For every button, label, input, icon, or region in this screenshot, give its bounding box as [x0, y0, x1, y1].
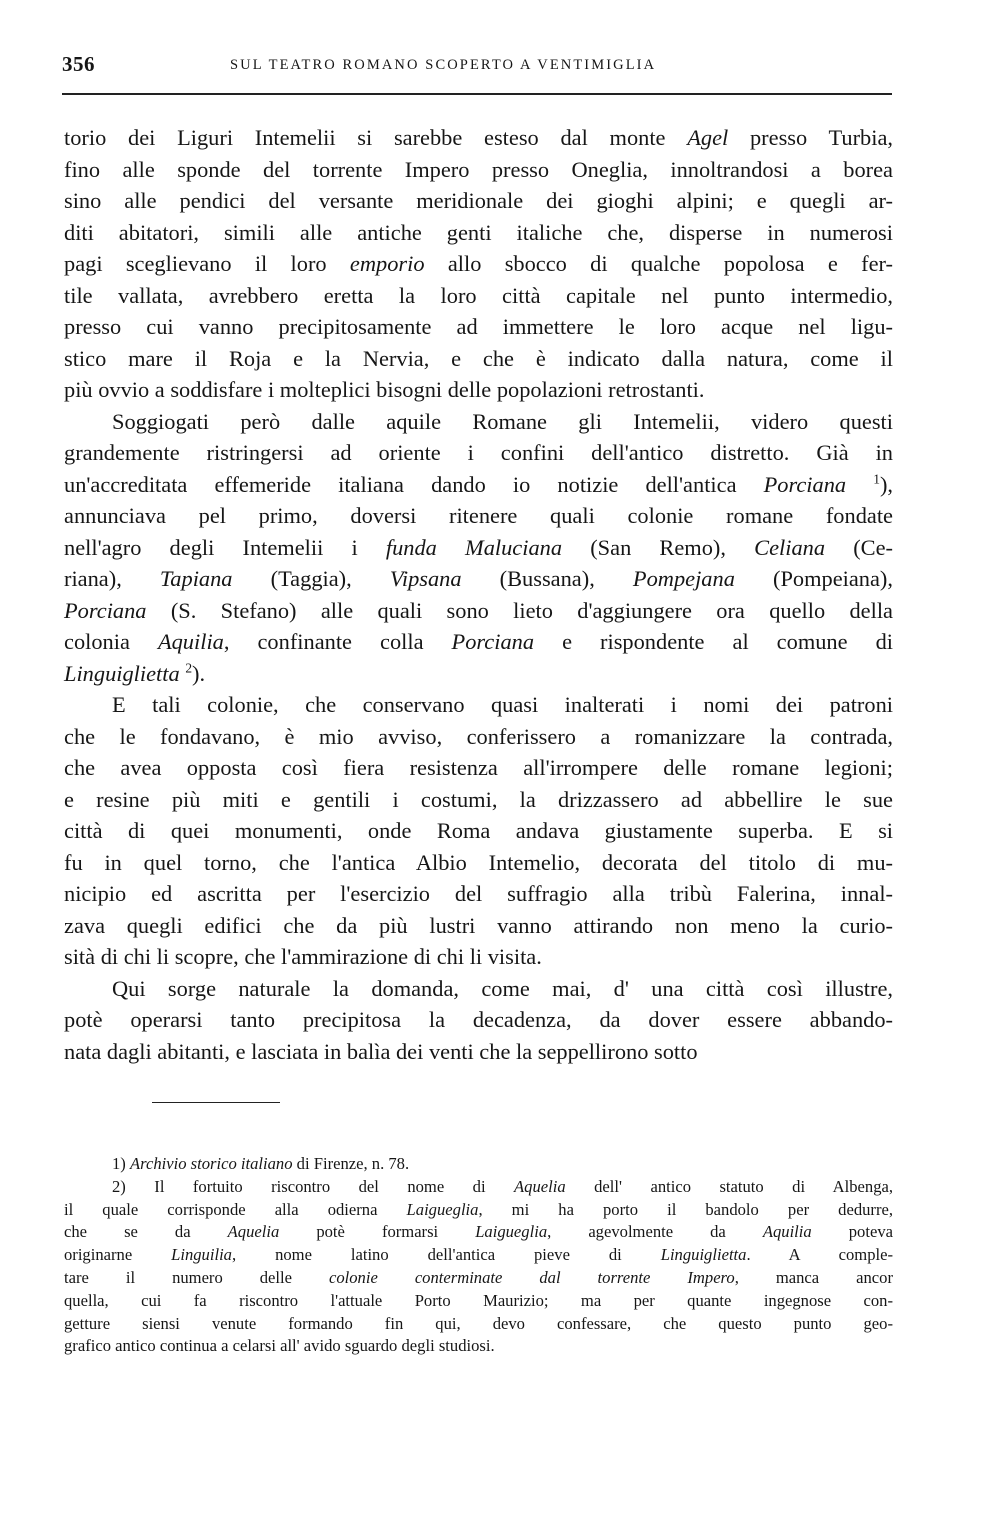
footnote-line: originarne Linguilia, nome latino dell'antica pieve di Linguiglietta. A comple-	[64, 1245, 893, 1265]
body-line: colonia Aquilia, confinante colla Porciana e rispondente al comune di	[64, 629, 893, 654]
body-line: Linguiglietta $^2$).	[64, 660, 206, 686]
footnote-line: che se da Aquelia potè formarsi Laigueglia, agevolmente da Aquilia poteva	[64, 1222, 893, 1242]
body-text	[64, 122, 893, 1067]
body-line: un'accreditata effemeride italiana dando io notizie dell'antica Porciana $^1$),	[64, 471, 893, 497]
body-line: fino alle sponde del torrente Impero presso Oneglia, innoltrandosi a borea	[64, 156, 893, 182]
body-line: Qui sorge naturale la domanda, come mai, d' una città così illustre,	[112, 975, 893, 1001]
body-line: potè operarsi tanto precipitosa la decadenza, da dover essere abbando-	[64, 1007, 893, 1032]
header-rule	[62, 93, 892, 95]
body-line: E tali colonie, che conservano quasi inalterati i nomi dei patroni	[112, 692, 893, 717]
body-line: sità di chi li scopre, che l'ammirazione di chi li visita.	[64, 944, 542, 969]
body-line: annunciava pel primo, doversi ritenere quali colonie romane fondate	[64, 503, 893, 528]
body-line: grandemente ristringersi ad oriente i confini dell'antico distretto. Già in	[64, 440, 893, 465]
footnote-line: il quale corrisponde alla odierna Laigueglia, mi ha porto il bandolo per dedurre,	[64, 1199, 893, 1219]
footnote-line: quella, cui fa riscontro l'attuale Porto Maurizio; ma per quante ingegnose con-	[64, 1290, 893, 1310]
body-line: nicipio ed ascritta per l'esercizio del suffragio alla tribù Falerina, innal-	[64, 881, 893, 906]
body-line: Soggiogati però dalle aquile Romane gli Intemelii, videro questi	[112, 408, 893, 434]
body-line: Porciana (S. Stefano) alle quali sono lieto d'aggiungere ora quello della	[64, 597, 893, 623]
footnote-line: 2) Il fortuito riscontro del nome di Aquelia dell' antico statuto di Albenga,	[112, 1176, 893, 1196]
body-line: che avea opposta così fiera resistenza all'irrompere delle romane legioni;	[64, 755, 893, 780]
footnotes	[64, 1153, 893, 1358]
body-line: che le fondavano, è mio avviso, conferissero a romanizzare la contrada,	[64, 723, 893, 749]
page-header	[62, 52, 892, 80]
footnote-line: 1) Archivio storico italiano di Firenze, n. 78.	[112, 1154, 410, 1173]
body-line: zava quegli edifici che da più lustri vanno attirando non meno la curio-	[64, 912, 893, 938]
footnote-line: getture siensi venute formando fin qui, devo confessare, che questo punto geo-	[64, 1313, 893, 1333]
body-line: torio dei Liguri Intemelii si sarebbe esteso dal monte Agel presso Turbia,	[64, 125, 893, 150]
body-line: sino alle pendici del versante meridionale dei gioghi alpini; e quegli ar-	[64, 188, 893, 213]
footnote-rule	[152, 1102, 280, 1103]
body-line: nell'agro degli Intemelii i funda Maluciana (San Remo), Celiana (Ce-	[64, 534, 893, 560]
running-head: SUL TEATRO ROMANO SCOPERTO A VENTIMIGLIA	[230, 57, 657, 73]
body-line: pagi sceglievano il loro emporio allo sbocco di qualche popolosa e fer-	[64, 251, 893, 276]
body-line: e resine più miti e gentili i costumi, la drizzassero ad abbellire le sue	[64, 786, 893, 812]
footnote-line: tare il numero delle colonie conterminate dal torrente Impero, manca ancor	[64, 1267, 893, 1287]
body-line: più ovvio a soddisfare i molteplici bisogni delle popolazioni retrostanti.	[64, 377, 705, 402]
page-number: 356	[62, 52, 95, 76]
body-line: diti abitatori, simili alle antiche genti italiche che, disperse in numerosi	[64, 219, 893, 245]
body-line: nata dagli abitanti, e lasciata in balìa dei venti che la seppellirono sotto	[64, 1038, 698, 1064]
body-line: presso cui vanno precipitosamente ad immettere le loro acque nel ligu-	[64, 314, 893, 339]
body-line: tile vallata, avrebbero eretta la loro città capitale nel punto intermedio,	[64, 282, 893, 308]
body-line: riana), Tapiana (Taggia), Vipsana (Bussana), Pompejana (Pompeiana),	[64, 566, 893, 591]
footnote-line: grafico antico continua a celarsi all' avido sguardo degli studiosi.	[64, 1336, 495, 1356]
body-line: città di quei monumenti, onde Roma andava giustamente superba. E si	[64, 818, 893, 843]
body-line: stico mare il Roja e la Nervia, e che è indicato dalla natura, come il	[64, 345, 893, 371]
body-line: fu in quel torno, che l'antica Albio Intemelio, decorata del titolo di mu-	[64, 849, 893, 875]
